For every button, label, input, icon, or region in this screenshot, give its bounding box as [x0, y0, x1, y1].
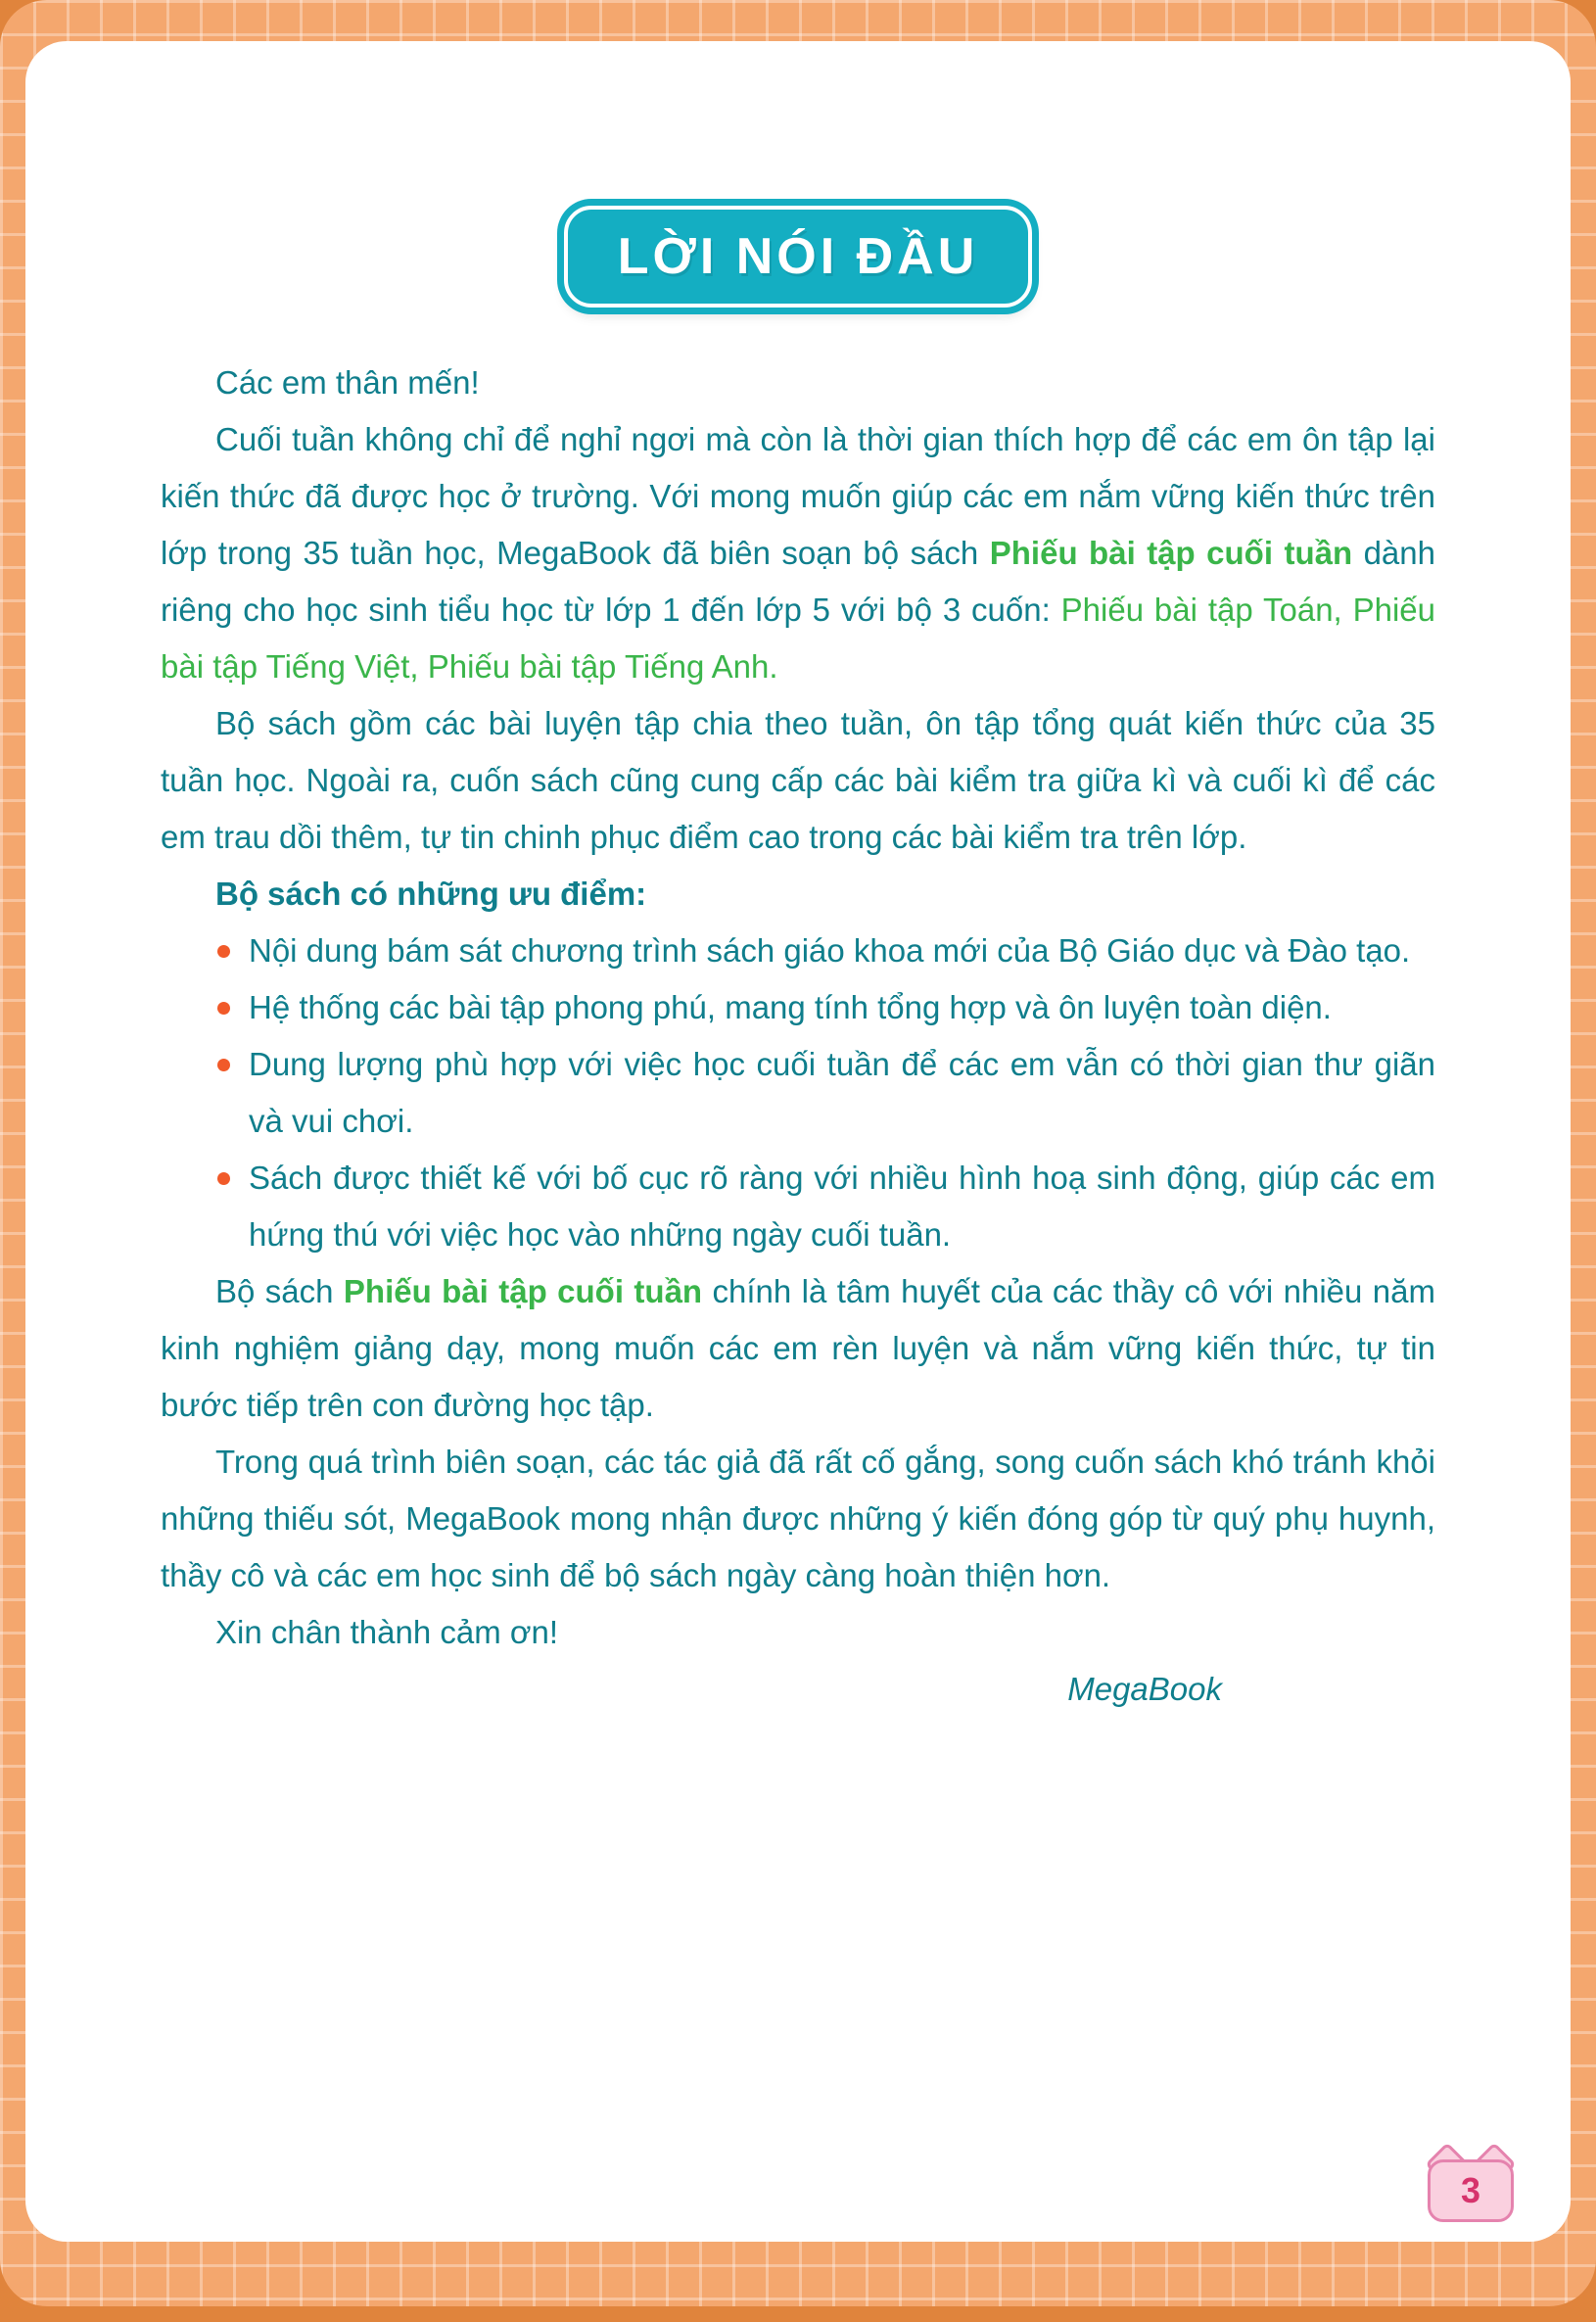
page-card	[25, 41, 1571, 2242]
greeting-line: Các em thân mến!	[215, 364, 480, 401]
features-heading: Bộ sách có những ưu điểm:	[215, 876, 647, 912]
thanks-line: Xin chân thành cảm ơn!	[215, 1614, 559, 1650]
page-title: LỜI NÓI ĐẦU	[617, 228, 979, 285]
feature-item: Sách được thiết kế với bố cục rõ ràng với nhiều hình hoạ sinh động, giúp các em hứng thú với việc học vào những ngày cuối tuần.	[161, 1150, 1435, 1263]
paragraph-dedication-text: Bộ sách	[215, 1273, 344, 1309]
preface-content	[25, 355, 1571, 1718]
feature-item: Hệ thống các bài tập phong phú, mang tính tổng hợp và ôn luyện toàn diện.	[161, 979, 1435, 1036]
page-number-badge	[1428, 2159, 1514, 2222]
paragraph-dedication-text: chính là tâm huyết của các thầy cô với nhiều năm kinh nghiệm giảng dạy, mong muốn các em rèn luyện và nắm vững kiến thức, tự tin bước tiếp trên con đường học tập.	[161, 1273, 1435, 1423]
page-title-badge	[564, 206, 1032, 308]
signature: MegaBook	[1067, 1671, 1222, 1707]
paragraph-intro-text: Cuối tuần không chỉ để nghỉ ngơi mà còn là thời gian thích hợp để các em ôn tập lại kiến thức đã được học ở trường. Với mong muốn giúp các em nắm vững kiến thức trên lớp trong 35 tuần học, MegaBook đã biên soạn bộ sách	[161, 421, 1435, 571]
paragraph-dedication	[161, 1263, 1435, 1434]
page-number: 3	[1428, 2159, 1514, 2222]
series-name-highlight: Phiếu bài tập cuối tuần	[343, 1273, 703, 1309]
book-titles-highlight: Phiếu bài tập Toán, Phiếu bài tập Tiếng Việt, Phiếu bài tập Tiếng Anh.	[161, 592, 1435, 685]
series-name-highlight: Phiếu bài tập cuối tuần	[989, 535, 1353, 571]
features-list	[161, 923, 1435, 1263]
feature-item: Dung lượng phù hợp với việc học cuối tuần để các em vẫn có thời gian thư giãn và vui chơi.	[161, 1036, 1435, 1150]
paragraph-structure: Bộ sách gồm các bài luyện tập chia theo tuần, ôn tập tổng quát kiến thức của 35 tuần học. Ngoài ra, cuốn sách cũng cung cấp các bài kiểm tra giữa kì và cuối kì để các em trau dồi thêm, tự tin chinh phục điểm cao trong các bài kiểm tra trên lớp.	[161, 705, 1435, 855]
feature-item: Nội dung bám sát chương trình sách giáo khoa mới của Bộ Giáo dục và Đào tạo.	[161, 923, 1435, 979]
paragraph-feedback: Trong quá trình biên soạn, các tác giả đã rất cố gắng, song cuốn sách khó tránh khỏi những thiếu sót, MegaBook mong nhận được những ý kiến đóng góp từ quý phụ huynh, thầy cô và các em học sinh để bộ sách ngày càng hoàn thiện hơn.	[161, 1444, 1435, 1593]
paragraph-intro-text: dành riêng cho học sinh tiểu học từ lớp 1 đến lớp 5 với bộ 3 cuốn:	[161, 535, 1435, 628]
paragraph-intro	[161, 411, 1435, 695]
